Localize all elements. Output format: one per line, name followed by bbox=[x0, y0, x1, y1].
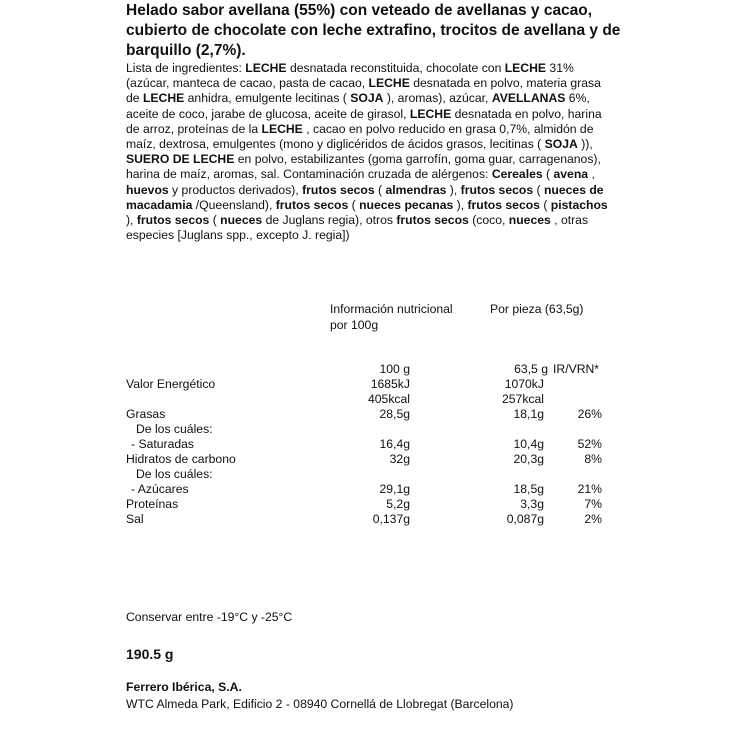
allergen-text: Cereales bbox=[491, 167, 543, 182]
allergen-text: AVELLANAS bbox=[491, 91, 566, 106]
nutrient-value-100g: 28,5g bbox=[379, 407, 410, 421]
ingredient-text: ), bbox=[446, 182, 461, 197]
nutrient-value-100g: 1685kJ bbox=[370, 377, 410, 391]
nutrient-value-100g: 0,137g bbox=[372, 512, 410, 526]
allergen-text: LECHE bbox=[368, 76, 410, 91]
ingredient-text: ), aromas), azúcar, bbox=[383, 91, 492, 106]
allergen-text: nueces pecanas bbox=[359, 197, 454, 212]
ingredient-text: en polvo, estabilizantes (goma garrofín, goma guar, carragenanos), harina de maíz, aromas, sal. Contaminación cruzada de alérgenos: bbox=[126, 152, 601, 182]
nutrient-label: De los cuáles: bbox=[136, 422, 213, 436]
nutrient-ir-percent: 52% bbox=[577, 437, 602, 451]
nutrient-ir-percent: 2% bbox=[584, 512, 602, 526]
nutrient-label: Proteínas bbox=[126, 497, 179, 511]
allergen-text: frutos secos bbox=[460, 182, 534, 197]
allergen-text: frutos secos bbox=[136, 213, 210, 228]
nutrient-label: De los cuáles: bbox=[136, 467, 213, 481]
allergen-text: LECHE bbox=[245, 61, 287, 75]
ingredient-text: ( bbox=[539, 197, 551, 212]
allergen-text: frutos secos bbox=[396, 213, 469, 228]
nutrient-value-per-piece: 0,087g bbox=[506, 512, 544, 526]
ingredient-text: desnatada en polvo, harina de arroz, proteínas de la bbox=[126, 106, 602, 136]
nutrient-label: - Azúcares bbox=[131, 482, 189, 496]
allergen-text: frutos secos bbox=[275, 197, 349, 212]
ingredient-text: 6%, aceite de coco, jarabe de glucosa, aceite de girasol, bbox=[126, 91, 590, 121]
nutrient-value-per-piece: 18,5g bbox=[513, 482, 544, 496]
ingredient-text: )), bbox=[577, 137, 593, 152]
allergen-text: avena bbox=[553, 167, 589, 182]
ingredient-text: y productos derivados), bbox=[168, 182, 303, 197]
nutrient-ir-percent: 8% bbox=[584, 452, 602, 466]
column-header-100g: 100 g bbox=[379, 362, 410, 376]
column-header-per-piece: 63,5 g bbox=[514, 362, 548, 376]
nutrient-label: - Saturadas bbox=[131, 437, 195, 451]
ingredient-text: ( bbox=[209, 213, 221, 228]
nutrient-ir-percent: 21% bbox=[577, 482, 602, 496]
ingredients-list bbox=[126, 61, 611, 243]
allergen-text: SOJA bbox=[350, 91, 384, 106]
product-title: Helado sabor avellana (55%) con veteado de avellanas y cacao, cubierto de chocolate con leche extrafino, trocitos de avellana y de barquillo (2,7%). bbox=[126, 2, 621, 59]
ingredient-text: , bbox=[588, 167, 595, 182]
company-name: Ferrero Ibérica, S.A. bbox=[126, 680, 242, 694]
ingredient-text: de Juglans regia), otros bbox=[262, 213, 397, 228]
nutrient-value-100g: 405kcal bbox=[367, 392, 410, 406]
ingredient-text: ), bbox=[453, 197, 468, 212]
ingredient-text: ( bbox=[542, 167, 554, 182]
ingredient-text: desnatada reconstituida, chocolate con bbox=[286, 61, 505, 75]
allergen-text: nueces bbox=[220, 213, 263, 228]
allergen-text: SUERO DE LECHE bbox=[126, 152, 235, 167]
nutrient-ir-percent: 26% bbox=[577, 407, 602, 421]
nutrient-value-per-piece: 20,3g bbox=[513, 452, 544, 466]
allergen-text: SOJA bbox=[544, 137, 578, 152]
ingredient-text: , otras especies [Juglans spp., excepto J. regia]) bbox=[126, 213, 589, 243]
ingredient-text: desnatada en polvo, materia grasa de bbox=[126, 76, 601, 106]
allergen-text: nueces de macadamia bbox=[126, 182, 604, 212]
allergen-text: frutos secos bbox=[302, 182, 375, 197]
column-header-ir: IR/VRN* bbox=[553, 362, 600, 376]
nutrition-header-per-100g: Información nutricional por 100g bbox=[330, 302, 453, 332]
ingredient-text: (coco, bbox=[468, 213, 509, 228]
ingredient-text: /Queensland), bbox=[192, 197, 276, 212]
nutrient-label: Hidratos de carbono bbox=[126, 452, 236, 466]
nutrient-label: Grasas bbox=[126, 407, 166, 421]
allergen-text: LECHE bbox=[504, 61, 547, 75]
nutrient-value-100g: 29,1g bbox=[379, 482, 410, 496]
allergen-text: pistachos bbox=[550, 197, 608, 212]
company-address: WTC Almeda Park, Edificio 2 - 08940 Cornellá de Llobregat (Barcelona) bbox=[126, 697, 514, 711]
storage-instructions: Conservar entre -19°C y -25°C bbox=[126, 610, 293, 624]
nutrient-value-per-piece: 3,3g bbox=[520, 497, 544, 511]
allergen-text: LECHE bbox=[261, 121, 303, 136]
net-weight: 190.5 g bbox=[126, 646, 174, 662]
nutrient-label: Sal bbox=[126, 512, 144, 526]
nutrient-value-100g: 5,2g bbox=[386, 497, 410, 511]
nutrient-ir-percent: 7% bbox=[584, 497, 602, 511]
ingredient-text: , cacao en polvo reducido en grasa 0,7%, almidón de maíz, dextrosa, emulgentes (mono y diglicéridos de ácidos grasos, lecitinas ( bbox=[126, 121, 594, 152]
ingredient-text: ( bbox=[348, 197, 360, 212]
ingredient-text: ( bbox=[374, 182, 386, 197]
ingredient-text: anhidra, emulgente lecitinas ( bbox=[184, 91, 351, 106]
ingredient-text: 31% (azúcar, manteca de cacao, pasta de cacao, bbox=[126, 61, 574, 91]
ingredient-text: Lista de ingredientes: bbox=[126, 61, 246, 75]
ingredient-text: ( bbox=[533, 182, 544, 197]
allergen-text: huevos bbox=[126, 182, 169, 197]
nutrient-value-per-piece: 18,1g bbox=[513, 407, 544, 421]
nutrient-value-per-piece: 10,4g bbox=[513, 437, 544, 451]
allergen-text: almendras bbox=[385, 182, 447, 197]
allergen-text: LECHE bbox=[409, 106, 452, 121]
allergen-text: frutos secos bbox=[467, 197, 540, 212]
nutrient-value-per-piece: 1070kJ bbox=[504, 377, 544, 391]
allergen-text: LECHE bbox=[142, 91, 185, 106]
nutrient-value-100g: 32g bbox=[389, 452, 410, 466]
nutrient-value-per-piece: 257kcal bbox=[501, 392, 544, 406]
nutrient-value-100g: 16,4g bbox=[379, 437, 410, 451]
allergen-text: nueces bbox=[508, 213, 551, 228]
ingredient-text: ), bbox=[126, 213, 137, 228]
nutrition-header-per-piece: Por pieza (63,5g) bbox=[490, 302, 584, 316]
nutrient-label: Valor Energético bbox=[126, 377, 216, 391]
